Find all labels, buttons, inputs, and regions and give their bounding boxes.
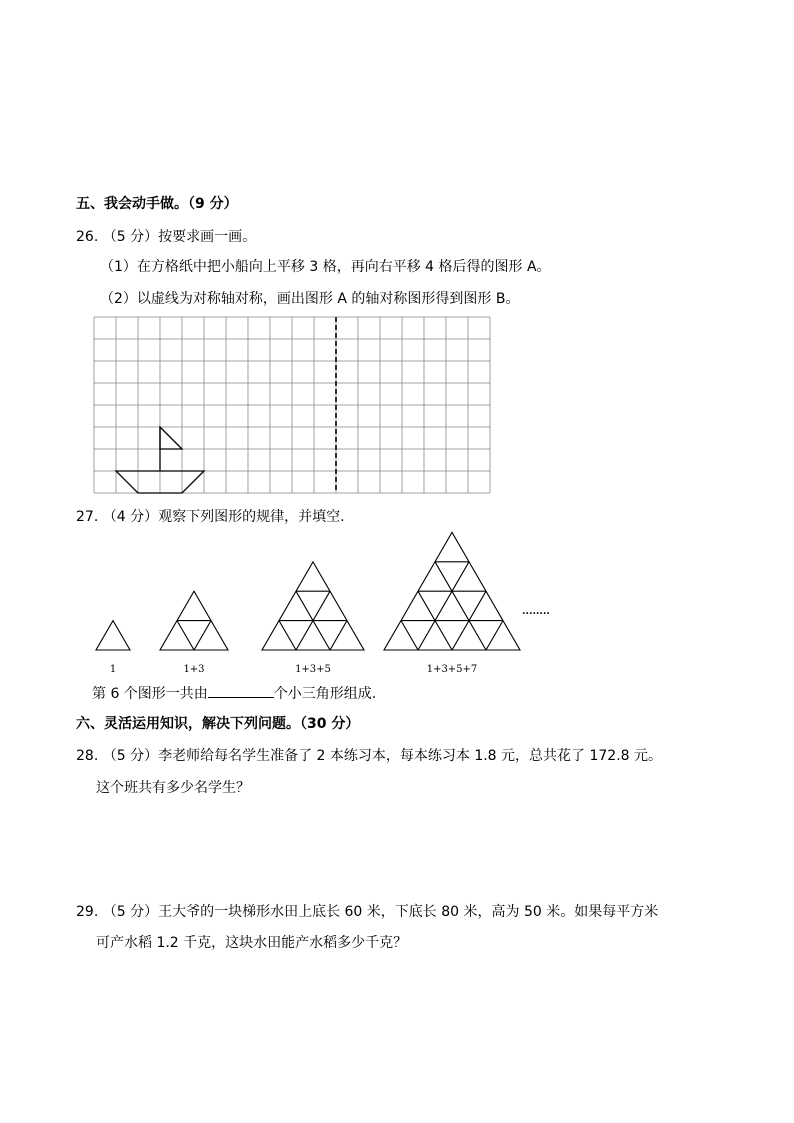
question-27-fill-blank (92, 682, 376, 704)
outer-triangle (262, 562, 364, 650)
ellipsis-dots: ........ (522, 606, 550, 617)
figure-caption: 1 (109, 664, 117, 675)
question-29-line-1: 29. （5 分）王大爷的一块梯形水田上底长 60 米，下底长 80 米，高为 50 米。如果每平方米 (76, 904, 659, 920)
diagonal-division (177, 621, 194, 650)
triangle-figure (160, 591, 228, 650)
triangle-figure (384, 532, 520, 650)
question-26-part-1: （1）在方格纸中把小船向上平移 3 格，再向右平移 4 格后得的图形 A。 (100, 259, 551, 275)
diagonal-division (418, 562, 469, 650)
figure-caption: 1+3+5+7 (426, 664, 478, 675)
diagonal-division (435, 562, 486, 650)
answer-blank[interactable] (208, 682, 274, 698)
figure-caption: 1+3 (183, 664, 205, 675)
question-28-line-2: 这个班共有多少名学生？ (96, 780, 250, 796)
fill-prefix: 第 6 个图形一共由 (92, 686, 208, 702)
fill-suffix: 个小三角形组成. (273, 686, 377, 702)
diagonal-division (486, 621, 503, 650)
section-5-title: 五、我会动手做。（9 分） (76, 196, 238, 212)
boat-sail (160, 427, 182, 449)
question-26-stem: 26. （5 分）按要求画一画。 (76, 229, 257, 245)
question-29-line-2: 可产水稻 1.2 千克，这块水田能产水稻多少千克？ (96, 935, 408, 951)
square-grid-paper (94, 317, 492, 496)
grid-lines (94, 317, 490, 493)
triangle-figure (96, 621, 130, 650)
figure-caption: 1+3+5 (295, 664, 331, 675)
diagonal-division (330, 621, 347, 650)
question-28-line-1: 28. （5 分）李老师给每名学生准备了 2 本练习本，每本练习本 1.8 元，总共花了 172.8 元。 (76, 748, 663, 764)
triangle-pattern-figures (88, 532, 558, 682)
diagonal-division (401, 621, 418, 650)
diagonal-division (279, 621, 296, 650)
triangle-figure (262, 562, 364, 650)
question-26-part-2: （2）以虚线为对称轴对称，画出图形 A 的轴对称图形得到图形 B。 (100, 291, 520, 307)
diagonal-division (194, 621, 211, 650)
question-27-stem: 27. （4 分）观察下列图形的规律，并填空. (76, 509, 345, 525)
outer-triangle (96, 621, 130, 650)
section-6-title: 六、灵活运用知识，解决下列问题。（30 分） (76, 716, 360, 732)
